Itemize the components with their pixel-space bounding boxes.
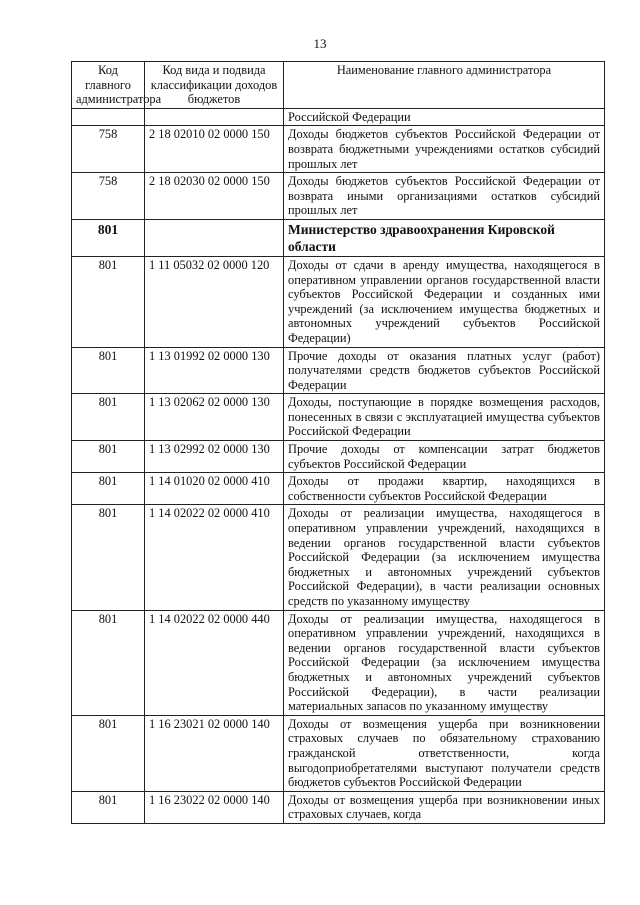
- header-admin-name: Наименование главного администратора: [284, 62, 605, 109]
- admin-code-cell: 801: [72, 219, 145, 256]
- revenue-code-cell: 1 14 02022 02 0000 410: [145, 505, 284, 610]
- admin-name-cell: Доходы бюджетов субъектов Российской Федерации от возврата бюджетными учреждениями остатков субсидий прошлых лет: [284, 126, 605, 173]
- admin-name-cell: Доходы от продажи квартир, находящихся в собственности субъектов Российской Федерации: [284, 473, 605, 505]
- table-row: [72, 108, 605, 126]
- admin-code-cell: 801: [72, 441, 145, 473]
- revenue-code-cell: 2 18 02010 02 0000 150: [145, 126, 284, 173]
- header-admin-code: Код главного администратора: [72, 62, 145, 109]
- table-row: [72, 441, 605, 473]
- admin-code-cell: 801: [72, 715, 145, 791]
- table-row: [72, 715, 605, 791]
- admin-code-cell: 758: [72, 126, 145, 173]
- admin-code-cell: [72, 108, 145, 126]
- admin-name-cell: Прочие доходы от оказания платных услуг (работ) получателями средств бюджетов субъектов Российской Федерации: [284, 347, 605, 394]
- table-header-row: [72, 62, 605, 109]
- admin-code-cell: 801: [72, 791, 145, 823]
- revenue-administrators-table: [71, 61, 605, 824]
- admin-code-cell: 801: [72, 610, 145, 715]
- revenue-code-cell: 1 11 05032 02 0000 120: [145, 256, 284, 347]
- ministry-heading-row: [72, 219, 605, 256]
- admin-name-cell: Доходы от реализации имущества, находящегося в оперативном управлении учреждений, находящихся в ведении органов государственной власти субъектов Российской Федерации (за исключением имущества бюджетных и автономных учреждений субъектов Российской Федерации), в части реализации материальных запасов по указанному имуществу: [284, 610, 605, 715]
- revenue-code-cell: 1 13 01992 02 0000 130: [145, 347, 284, 394]
- revenue-code-cell: 1 14 01020 02 0000 410: [145, 473, 284, 505]
- table-row: [72, 791, 605, 823]
- admin-code-cell: 758: [72, 173, 145, 220]
- admin-code-cell: 801: [72, 473, 145, 505]
- admin-name-cell: Доходы бюджетов субъектов Российской Федерации от возврата иными организациями остатков субсидий прошлых лет: [284, 173, 605, 220]
- revenue-code-cell: [145, 108, 284, 126]
- table-row: [72, 610, 605, 715]
- admin-code-cell: 801: [72, 347, 145, 394]
- page-number: 13: [313, 36, 327, 51]
- table-row: [72, 126, 605, 173]
- table-row: [72, 394, 605, 441]
- table-row: [72, 256, 605, 347]
- admin-name-cell: Доходы, поступающие в порядке возмещения расходов, понесенных в связи с эксплуатацией имущества субъектов Российской Федерации: [284, 394, 605, 441]
- admin-name-cell: Министерство здравоохранения Кировской области: [284, 219, 605, 256]
- revenue-code-cell: 1 13 02992 02 0000 130: [145, 441, 284, 473]
- table-row: [72, 347, 605, 394]
- admin-name-cell: Доходы от реализации имущества, находящегося в оперативном управлении учреждений, находящихся в ведении органов государственной власти субъектов Российской Федерации (за исключением имущества бюджетных и автономных учреждений субъектов Российской Федерации), в части реализации основных средств по указанному имуществу: [284, 505, 605, 610]
- table-body: [72, 108, 605, 823]
- admin-name-cell: Доходы от возмещения ущерба при возникновении страховых случаев по обязательному страхованию гражданской ответственности, когда выгодоприобретателями выступают получатели средств бюджетов субъектов Российской Федерации: [284, 715, 605, 791]
- revenue-code-cell: 1 13 02062 02 0000 130: [145, 394, 284, 441]
- revenue-code-cell: 1 16 23022 02 0000 140: [145, 791, 284, 823]
- revenue-code-cell: 2 18 02030 02 0000 150: [145, 173, 284, 220]
- admin-code-cell: 801: [72, 505, 145, 610]
- admin-code-cell: 801: [72, 256, 145, 347]
- admin-name-cell: Доходы от сдачи в аренду имущества, находящегося в оперативном управлении органов государственной власти субъектов Российской Федерации и созданных ими учреждений (за исключением имущества бюджетных и автономных учреждений субъектов Российской Федерации): [284, 256, 605, 347]
- table-row: [72, 505, 605, 610]
- admin-name-cell: Доходы от возмещения ущерба при возникновении иных страховых случаев, когда: [284, 791, 605, 823]
- admin-code-cell: 801: [72, 394, 145, 441]
- revenue-code-cell: [145, 219, 284, 256]
- admin-name-cell: Прочие доходы от компенсации затрат бюджетов субъектов Российской Федерации: [284, 441, 605, 473]
- admin-name-cell: Российской Федерации: [284, 108, 605, 126]
- header-revenue-code: Код вида и подвида классификации доходов бюджетов: [145, 62, 284, 109]
- table-row: [72, 473, 605, 505]
- revenue-code-cell: 1 14 02022 02 0000 440: [145, 610, 284, 715]
- revenue-code-cell: 1 16 23021 02 0000 140: [145, 715, 284, 791]
- table-row: [72, 173, 605, 220]
